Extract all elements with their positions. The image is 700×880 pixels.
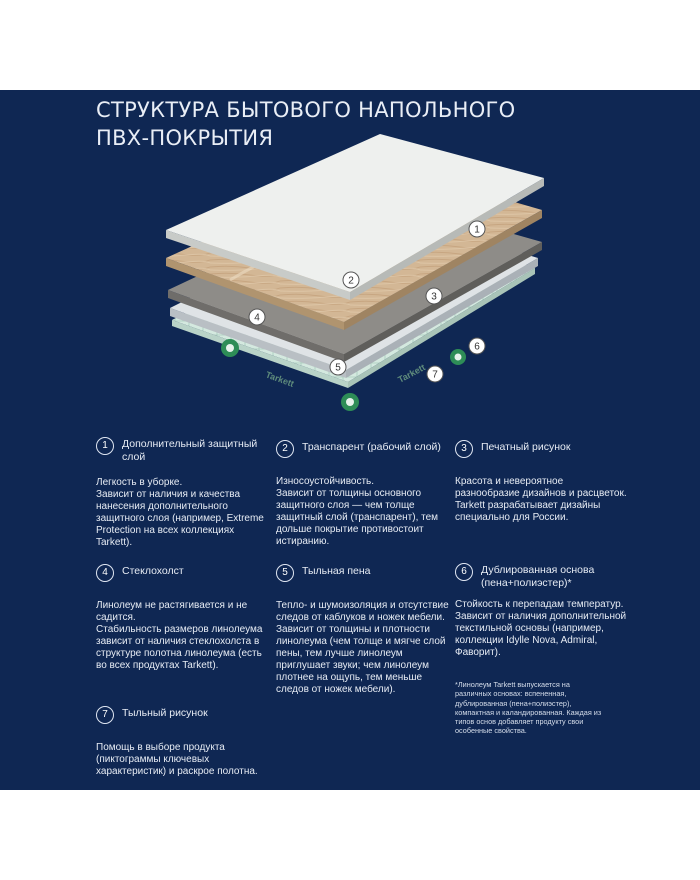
- item-title: Тыльный рисунок: [122, 707, 208, 719]
- item-text: [96, 600, 271, 672]
- item-4: [96, 564, 271, 672]
- item-text-paragraph: Износоустойчивость.: [276, 476, 375, 487]
- item-3: [455, 440, 630, 524]
- item-text-paragraph: Зависит от наличия дополнительной текстильной основы (например, коллекции Idylle Nova, Admiral, Фаворит).: [455, 611, 627, 658]
- item-number: 7: [96, 706, 114, 724]
- item-text-paragraph: Tarkett разрабатывает дизайны специально для России.: [455, 500, 601, 523]
- item-6: [455, 563, 630, 659]
- item-1: [96, 437, 271, 549]
- item-text: [96, 477, 271, 549]
- item-number: 2: [276, 440, 294, 458]
- svg-text:6: 6: [474, 341, 480, 353]
- item-text-paragraph: Линолеум не растягивается и не садится.: [96, 600, 248, 623]
- item-7: [96, 706, 271, 778]
- svg-text:5: 5: [335, 362, 341, 374]
- item-number: 4: [96, 564, 114, 582]
- item-number: 1: [96, 437, 114, 455]
- marker-5: [330, 359, 346, 375]
- svg-text:7: 7: [432, 369, 438, 381]
- svg-text:3: 3: [431, 291, 437, 303]
- svg-text:2: 2: [348, 275, 354, 287]
- item-text-paragraph: Стабильность размеров линолеума зависит от наличия стеклохолста в структуре полотна линолеума (есть во всех продуктах Tarkett).: [96, 624, 263, 671]
- title-line-1: СТРУКТУРА БЫТОВОГО НАПОЛЬНОГО: [96, 98, 516, 122]
- marker-1: [469, 221, 485, 237]
- item-text-paragraph: Зависит от толщины основного защитного слоя — чем толще защитный слой (транспарент), тем дольше покрытие противостоит истиранию.: [276, 488, 439, 547]
- item-5: [276, 564, 451, 696]
- item-title: Дополнительный защитный слой: [122, 438, 258, 463]
- layer-structure-illustration: [0, 90, 700, 430]
- backing-brand-label-2: Tarkett: [396, 362, 427, 385]
- marker-4: [249, 309, 265, 325]
- item-2: [276, 440, 451, 548]
- marker-6: [469, 338, 485, 354]
- info-panel: [0, 90, 700, 790]
- backing-brand-label: Tarkett: [264, 369, 296, 389]
- item-text: [276, 476, 451, 548]
- item-text-paragraph: Красота и невероятное разнообразие дизайнов и расцветок.: [455, 476, 627, 499]
- item-title: Транспарент (рабочий слой): [302, 441, 441, 453]
- item-text: [96, 742, 271, 778]
- item-text-paragraph: Зависит от толщины и плотности линолеума (чем толще и мягче слой пены, тем лучше линолеум приглушает звуки; чем линолеум плотнее на ощупь, тем меньше следов от ножек мебели).: [276, 624, 446, 695]
- svg-text:1: 1: [474, 224, 480, 236]
- item-text-paragraph: Стойкость к перепадам температур.: [455, 599, 624, 610]
- item-text: [455, 599, 630, 659]
- footnote: *Линолеум Tarkett выпускается на различных основах: вспененная, дублированная (пена+полиэстер), компактная и каландированная. Каждая из типов основ добавляет продукту свои особенные свойства.: [455, 680, 602, 736]
- marker-3: [426, 288, 442, 304]
- item-title: Печатный рисунок: [481, 441, 571, 453]
- item-number: 3: [455, 440, 473, 458]
- item-text: [455, 476, 630, 524]
- item-text-paragraph: Помощь в выборе продукта (пиктограммы ключевых характеристик) и раскрое полотна.: [96, 742, 258, 777]
- item-title: Дублированная основа (пена+полиэстер)*: [481, 564, 595, 589]
- item-text: [276, 600, 451, 696]
- marker-7: [427, 366, 443, 382]
- item-text-paragraph: Зависит от наличия и качества нанесения дополнительного защитного слоя (например, Extreme Protection на всех коллекциях Tarkett).: [96, 489, 264, 548]
- item-text-paragraph: Тепло- и шумоизоляция и отсутствие следов от каблуков и ножек мебели.: [276, 600, 449, 623]
- marker-2: [343, 272, 359, 288]
- item-text-paragraph: Легкость в уборке.: [96, 477, 183, 488]
- item-title: Стеклохолст: [122, 565, 184, 577]
- item-number: 5: [276, 564, 294, 582]
- svg-text:4: 4: [254, 312, 260, 324]
- item-number: 6: [455, 563, 473, 581]
- item-title: Тыльная пена: [302, 565, 371, 577]
- title-line-2: ПВХ-ПОКРЫТИЯ: [96, 126, 274, 150]
